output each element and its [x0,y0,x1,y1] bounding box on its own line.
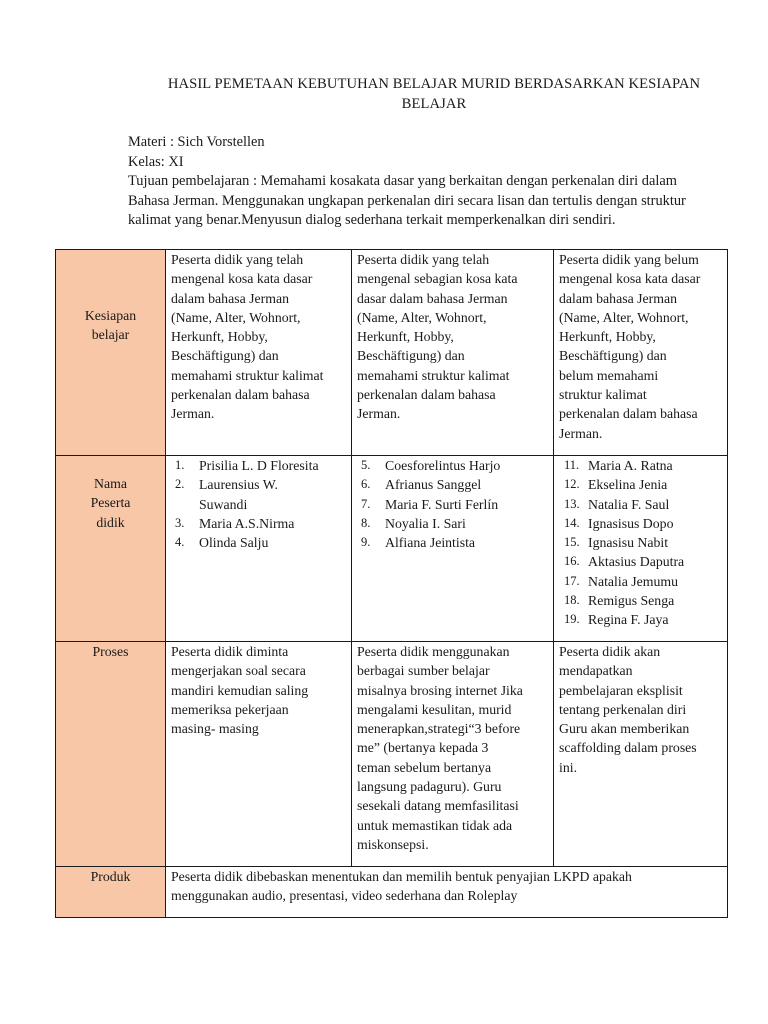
text-line: dalam bahasa Jerman [171,290,289,306]
text-line: Peserta didik dibebaskan menentukan dan memilih bentuk penyajian LKPD apakah [171,869,632,884]
row-produk [56,867,728,918]
text-line: mendapatkan [559,663,633,679]
list-number: 17. [564,573,580,588]
title-line-2: BELAJAR [401,95,467,112]
label-nama-line-2: Peserta [90,495,131,511]
text-line: mengalami kesulitan, murid [357,701,512,717]
text-line: dalam bahasa Jerman [559,290,677,306]
label-cell-nama [56,456,166,642]
text-line: masing- masing [171,721,259,737]
student-name: Laurensius W. [199,477,278,493]
student-list-1 [171,456,346,552]
list-number: 3. [175,515,185,530]
student-list-2 [357,456,548,552]
text-line: dasar dalam bahasa Jerman [357,290,508,306]
document-meta [128,133,740,231]
text-line: memahami struktur kalimat [171,367,324,383]
student-name: Regina F. Jaya [588,612,669,628]
text-line: ini. [559,759,578,775]
tujuan-line-1: Tujuan pembelajaran : Memahami kosakata dasar yang berkaitan dengan perkenalan diri dalam [128,173,677,189]
list-item [559,456,722,475]
list-item [559,552,722,571]
text-line: perkenalan dalam bahasa [171,387,310,403]
nama-col-3 [554,456,728,642]
list-number: 15. [564,535,580,550]
list-item [357,533,548,552]
student-name: Maria A.S.Nirma [199,515,295,531]
list-number: 18. [564,593,580,608]
text-line: Herkunft, Hobby, [171,329,268,345]
label-proses: Proses [92,644,129,659]
text-line: belum memahami [559,367,659,383]
label-kesiapan-line-2: belajar [91,327,130,343]
proses-col-3 [554,642,728,867]
kesiapan-col-3 [554,250,728,456]
text-line: Jerman. [357,406,401,422]
nama-col-1 [166,456,352,642]
label-nama-line-3: didik [96,514,125,530]
student-name: Prisilia L. D Floresita [199,458,319,473]
row-nama-peserta-didik [56,456,728,642]
list-item [357,514,548,533]
label-cell-proses [56,642,166,867]
text-line: Herkunft, Hobby, [559,329,656,345]
text-line: tentang perkenalan diri [559,701,687,717]
text-line: berbagai sumber belajar [357,663,490,679]
row-kesiapan-belajar [56,250,728,456]
text-line: mandiri kemudian saling [171,682,309,698]
list-item [357,475,548,494]
list-item [559,495,722,514]
label-cell-kesiapan [56,250,166,456]
list-number: 5. [361,458,371,472]
list-number: 7. [361,496,371,511]
text-line: menerapkan,strategi“3 before [357,721,521,737]
text-line: Herkunft, Hobby, [357,329,454,345]
document-title [128,75,740,114]
list-item [357,495,548,514]
text-line: Peserta didik akan [559,644,661,659]
text-line: scaffolding dalam proses [559,740,697,756]
proses-col-1 [166,642,352,867]
text-line: mengenal kosa kata dasar [171,271,313,287]
student-name: Aktasius Daputra [588,554,685,570]
list-item [559,610,722,629]
text-line: Beschäftigung) dan [357,348,465,364]
text-line: teman sebelum bertanya [357,759,492,775]
student-name: Ignasisu Nabit [588,535,669,551]
list-number: 4. [175,535,185,550]
text-line: misalnya brosing internet Jika [357,682,523,698]
text-line: Peserta didik yang belum [559,252,699,267]
materi-text: Materi : Sich Vorstellen [128,134,265,150]
text-line: miskonsepsi. [357,836,429,852]
text-line: struktur kalimat [559,387,647,403]
list-number: 16. [564,554,580,569]
text-line: Peserta didik yang telah [357,252,490,267]
text-line: memahami struktur kalimat [357,367,510,383]
student-name: Maria F. Surti Ferlín [385,496,499,512]
row-proses [56,642,728,867]
list-item [171,456,346,475]
kesiapan-col-1 [166,250,352,456]
student-name: Ekselina Jenia [588,477,668,493]
label-cell-produk [56,867,166,918]
text-line: untuk memastikan tidak ada [357,817,513,833]
list-item [357,456,548,475]
student-name: Natalia F. Saul [588,496,670,512]
list-item [171,495,346,514]
list-number: 8. [361,515,371,530]
student-name: Afrianus Sanggel [385,477,482,493]
student-name: Coesforelintus Harjo [385,458,501,473]
text-line: perkenalan dalam bahasa [357,387,496,403]
student-name: Suwandi [199,496,248,512]
text-line: mengerjakan soal secara [171,663,306,679]
list-item [559,533,722,552]
text-line: Peserta didik menggunakan [357,644,510,659]
text-line: (Name, Alter, Wohnort, [357,309,487,325]
list-number: 2. [175,477,185,492]
list-item [171,475,346,494]
list-number: 19. [564,612,580,627]
list-number: 12. [564,477,580,492]
student-name: Alfiana Jeintista [385,535,476,551]
proses-col-2 [352,642,554,867]
text-line: langsung padaguru). Guru [357,779,502,795]
list-item [559,475,722,494]
text-line: Peserta didik diminta [171,644,289,659]
text-line: (Name, Alter, Wohnort, [171,309,301,325]
list-number: 6. [361,477,371,492]
text-line: sesekali datang memfasilitasi [357,798,519,814]
text-line: Jerman. [171,406,215,422]
text-line: pembelajaran eksplisit [559,682,683,698]
text-line: Beschäftigung) dan [559,348,667,364]
text-line: Beschäftigung) dan [171,348,279,364]
tujuan-line-2: Bahasa Jerman. Menggunakan ungkapan perkenalan diri secara lisan dan tertulis dengan struktur [128,192,686,209]
list-number: 9. [361,535,371,550]
student-name: Noyalia I. Sari [385,515,466,531]
nama-col-2 [352,456,554,642]
list-item [559,591,722,610]
text-line: Jerman. [559,425,603,441]
list-number: 14. [564,515,580,530]
list-number: 13. [564,496,580,511]
text-line: menggunakan audio, presentasi, video sederhana dan Roleplay [171,888,518,904]
list-number: 11. [564,458,580,472]
list-number: 1. [175,458,185,472]
kesiapan-col-2 [352,250,554,456]
student-name: Ignasisus Dopo [588,515,674,531]
text-line: me” (bertanya kepada 3 [357,740,489,756]
student-name: Maria A. Ratna [588,458,673,473]
tujuan-line-3: kalimat yang benar.Menyusun dialog sederhana terkait memperkenalkan diri sendiri. [128,212,616,228]
list-item [559,514,722,533]
list-item [171,514,346,533]
produk-cell [166,867,728,918]
list-item [559,572,722,591]
label-produk: Produk [90,869,131,884]
text-line: Peserta didik yang telah [171,252,304,267]
learning-needs-table [55,249,728,918]
student-list-3 [559,456,722,630]
student-name: Remigus Senga [588,593,675,609]
student-name: Natalia Jemumu [588,573,679,589]
text-line: Guru akan memberikan [559,721,690,737]
title-line-1: HASIL PEMETAAN KEBUTUHAN BELAJAR MURID BERDASARKAN KESIAPAN [167,76,701,92]
list-item [171,533,346,552]
kelas-text: Kelas: XI [128,153,184,170]
label-kesiapan-line-1: Kesiapan [84,308,137,323]
text-line: mengenal sebagian kosa kata [357,271,518,287]
student-name: Olinda Salju [199,535,269,551]
label-nama-line-1: Nama [94,476,127,491]
text-line: (Name, Alter, Wohnort, [559,309,689,325]
text-line: perkenalan dalam bahasa [559,406,698,422]
text-line: mengenal kosa kata dasar [559,271,701,287]
text-line: memeriksa pekerjaan [171,701,289,717]
